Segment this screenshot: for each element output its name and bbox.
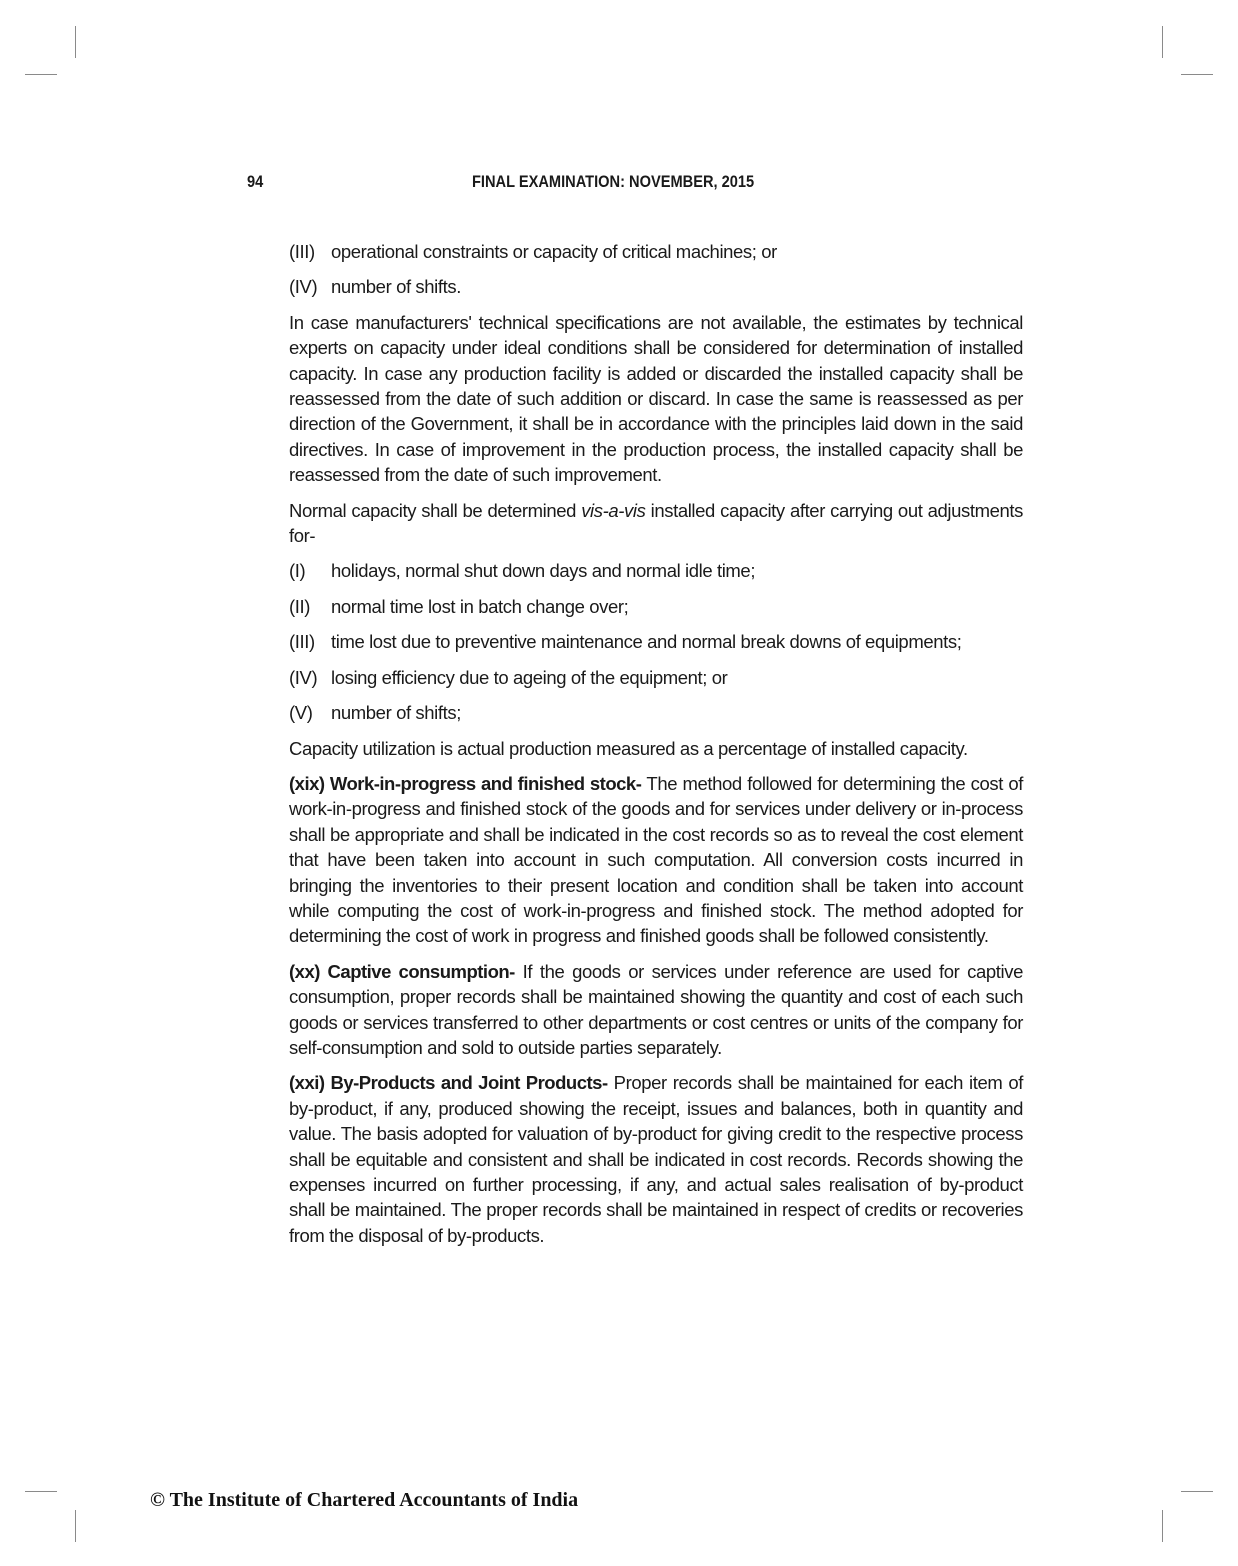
list-item <box>289 274 1023 299</box>
crop-mark-top-left-horizontal <box>25 74 57 75</box>
page-body <box>289 239 1023 1258</box>
section-work-in-progress <box>289 771 1023 949</box>
section-text: Proper records shall be maintained for each item of by-product, if any, produced showing the receipt, issues and balances, both in quantity and value. The basis adopted for valuation of by-product for giving credit to the respective process shall be equitable and consistent and shall be indicated in cost records. Records showing the expenses incurred on further processing, if any, and actual sales realisation of by-product shall be maintained. The proper records shall be maintained in respect of credits or recoveries from the disposal of by-products. <box>289 1072 1024 1246</box>
list-marker: (I) <box>289 560 306 582</box>
crop-mark-bottom-right-horizontal <box>1181 1491 1213 1492</box>
list-marker: (II) <box>289 595 311 617</box>
list-marker: (III) <box>289 241 315 262</box>
list-marker: (V) <box>289 702 313 724</box>
paragraph-installed-capacity: In case manufacturers' technical specifications are not available, the estimates by technical experts on capacity under ideal conditions shall be considered for determination of installed capacity. In case any production facility is added or discarded the installed capacity shall be reassessed from the date of such addition or discard. In case the same is reassessed as per direction of the Government, it shall be in accordance with the principles laid down in the said directives. In case of improvement in the production process, the installed capacity shall be reassessed from the date of such improvement. <box>289 311 1023 486</box>
list-marker: (III) <box>289 631 315 653</box>
paragraph-normal-capacity <box>289 498 1023 549</box>
normal-capacity-italic-term: vis-a-vis <box>581 499 646 521</box>
copyright-footer: © The Institute of Chartered Accountants of India <box>150 1489 579 1511</box>
list-text: holidays, normal shut down days and normal idle time; <box>331 560 756 582</box>
list-text: number of shifts; <box>331 702 461 724</box>
crop-mark-top-right-horizontal <box>1181 74 1213 75</box>
paragraph-capacity-utilization: Capacity utilization is actual production measured as a percentage of installed capacity. <box>289 737 968 759</box>
section-by-products <box>289 1070 1023 1248</box>
crop-mark-top-left-vertical <box>75 26 76 58</box>
section-text: The method followed for determining the cost of work-in-progress and finished stock of the goods and for services under delivery or in-process shall be appropriate and shall be indicated in the cost records so as to reveal the cost element that have been taken into account in such computation. All conversion costs incurred in bringing the inventories to their present location and condition shall be taken into account while computing the cost of work-in-progress and finished stock. The method adopted for determining the cost of work in progress and finished goods shall be followed consistently. <box>289 772 1023 947</box>
list-item <box>289 594 1023 619</box>
page-number: 94 <box>247 172 264 191</box>
list-marker: (IV) <box>289 276 318 298</box>
list-text: time lost due to preventive maintenance and normal break downs of equipments; <box>331 631 962 653</box>
crop-mark-bottom-left-horizontal <box>25 1491 57 1492</box>
list-item <box>289 629 1023 654</box>
list-item <box>289 239 1023 264</box>
list-item <box>289 665 1023 690</box>
section-text: If the goods or services under reference are used for captive consumption, proper records shall be maintained showing the quantity and cost of each such goods or services transferred to other departments or cost centres or units of the company for self-consumption and sold to outside parties separately. <box>289 960 1023 1058</box>
list-text: operational constraints or capacity of critical machines; or <box>331 241 777 262</box>
normal-capacity-text-start: Normal capacity shall be determined <box>289 499 582 521</box>
running-head: FINAL EXAMINATION: NOVEMBER, 2015 <box>472 172 755 191</box>
section-heading: (xx) Captive consumption- <box>289 960 515 982</box>
section-captive-consumption <box>289 959 1023 1061</box>
list-marker: (IV) <box>289 666 318 688</box>
crop-mark-bottom-left-vertical <box>75 1510 76 1542</box>
list-item <box>289 700 1023 725</box>
crop-mark-top-right-vertical <box>1162 26 1163 58</box>
section-heading: (xxi) By-Products and Joint Products- <box>289 1072 608 1094</box>
list-item <box>289 558 1023 583</box>
list-text: losing efficiency due to ageing of the equipment; or <box>331 666 728 688</box>
list-text: number of shifts. <box>331 276 461 298</box>
list-text: normal time lost in batch change over; <box>331 595 629 617</box>
normal-capacity-text-end: installed capacity after carrying out adjustments for- <box>289 499 1023 547</box>
crop-mark-bottom-right-vertical <box>1162 1510 1163 1542</box>
section-heading: (xix) Work-in-progress and finished stock- <box>289 772 642 794</box>
